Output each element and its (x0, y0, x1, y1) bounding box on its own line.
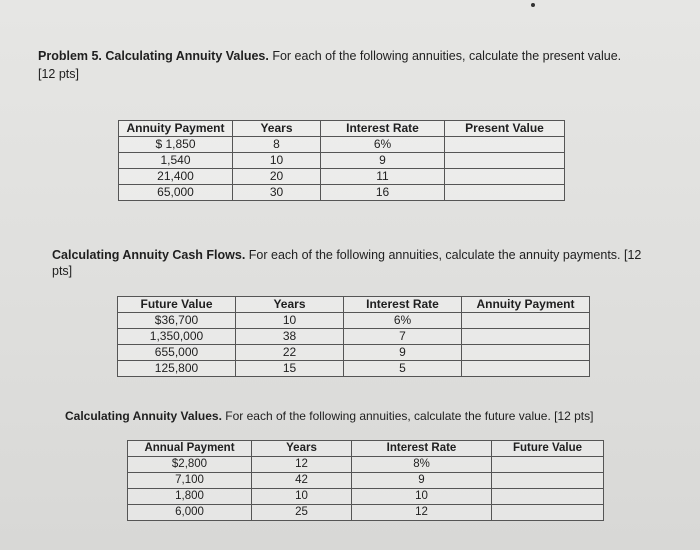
table-header-row (119, 121, 565, 137)
future-value-instructions: For each of the following annuities, calculate the future value. [12 pts] (221, 409, 594, 423)
problem-5-instructions: For each of the following annuities, calculate the present value. (268, 49, 622, 63)
table-row (118, 329, 590, 345)
future-value-cell: 655,000 (118, 345, 236, 361)
years-cell: 42 (252, 473, 352, 489)
annuity-payment-cell: 21,400 (119, 169, 233, 185)
table-row (119, 153, 565, 169)
cash-flows-instructions: For each of the following annuities, calculate the annuity payments. [12 (245, 248, 642, 262)
cash-flows-points: pts] (52, 264, 73, 278)
annuity-payment-cell[interactable] (462, 313, 590, 329)
interest-rate-cell: 9 (344, 345, 462, 361)
header-future-value: Future Value (492, 441, 604, 457)
interest-rate-cell: 9 (352, 473, 492, 489)
present-value-cell[interactable] (445, 169, 565, 185)
present-value-table (118, 120, 565, 201)
interest-rate-cell: 12 (352, 505, 492, 521)
interest-rate-cell: 7 (344, 329, 462, 345)
header-years: Years (233, 121, 321, 137)
header-future-value: Future Value (118, 297, 236, 313)
table-row (119, 169, 565, 185)
annual-payment-cell: 6,000 (128, 505, 252, 521)
interest-rate-cell: 10 (352, 489, 492, 505)
interest-rate-cell: 9 (321, 153, 445, 169)
speck-mark (531, 3, 535, 7)
annual-payment-cell: 7,100 (128, 473, 252, 489)
years-cell: 8 (233, 137, 321, 153)
years-cell: 10 (233, 153, 321, 169)
table-row (128, 473, 604, 489)
problem-5-title: Problem 5. Calculating Annuity Values. (38, 49, 269, 63)
cash-flows-heading (52, 247, 652, 263)
future-value-heading (65, 408, 685, 424)
table-row (128, 489, 604, 505)
header-annuity-payment: Annuity Payment (462, 297, 590, 313)
future-value-cell[interactable] (492, 489, 604, 505)
cash-flows-title: Calculating Annuity Cash Flows. (52, 248, 246, 262)
annuity-payment-cell: $ 1,850 (119, 137, 233, 153)
future-value-cell: 125,800 (118, 361, 236, 377)
table-row (119, 137, 565, 153)
annuity-payment-table (117, 296, 590, 377)
future-value-table (127, 440, 604, 521)
interest-rate-cell: 5 (344, 361, 462, 377)
table-row (118, 313, 590, 329)
table-row (119, 185, 565, 201)
years-cell: 30 (233, 185, 321, 201)
header-present-value: Present Value (445, 121, 565, 137)
header-interest-rate: Interest Rate (321, 121, 445, 137)
table-row (118, 345, 590, 361)
header-years: Years (236, 297, 344, 313)
years-cell: 10 (236, 313, 344, 329)
header-interest-rate: Interest Rate (344, 297, 462, 313)
future-value-cell[interactable] (492, 473, 604, 489)
present-value-cell[interactable] (445, 153, 565, 169)
years-cell: 22 (236, 345, 344, 361)
present-value-cell[interactable] (445, 185, 565, 201)
table-header-row (128, 441, 604, 457)
interest-rate-cell: 6% (344, 313, 462, 329)
header-annual-payment: Annual Payment (128, 441, 252, 457)
future-value-cell: $36,700 (118, 313, 236, 329)
header-interest-rate: Interest Rate (352, 441, 492, 457)
annuity-payment-cell: 1,540 (119, 153, 233, 169)
table-row (128, 505, 604, 521)
interest-rate-cell: 16 (321, 185, 445, 201)
header-annuity-payment: Annuity Payment (119, 121, 233, 137)
annuity-payment-cell: 65,000 (119, 185, 233, 201)
annuity-payment-cell[interactable] (462, 361, 590, 377)
problem-5-heading (38, 48, 678, 64)
future-value-cell[interactable] (492, 505, 604, 521)
problem-5-points: [12 pts] (38, 67, 79, 81)
table-row (118, 361, 590, 377)
years-cell: 25 (252, 505, 352, 521)
annuity-payment-cell[interactable] (462, 345, 590, 361)
years-cell: 12 (252, 457, 352, 473)
annuity-payment-cell[interactable] (462, 329, 590, 345)
years-cell: 15 (236, 361, 344, 377)
years-cell: 38 (236, 329, 344, 345)
interest-rate-cell: 11 (321, 169, 445, 185)
annual-payment-cell: $2,800 (128, 457, 252, 473)
interest-rate-cell: 8% (352, 457, 492, 473)
interest-rate-cell: 6% (321, 137, 445, 153)
future-value-title: Calculating Annuity Values. (65, 409, 222, 423)
future-value-cell: 1,350,000 (118, 329, 236, 345)
future-value-cell[interactable] (492, 457, 604, 473)
annual-payment-cell: 1,800 (128, 489, 252, 505)
header-years: Years (252, 441, 352, 457)
table-header-row (118, 297, 590, 313)
years-cell: 20 (233, 169, 321, 185)
table-row (128, 457, 604, 473)
present-value-cell[interactable] (445, 137, 565, 153)
years-cell: 10 (252, 489, 352, 505)
